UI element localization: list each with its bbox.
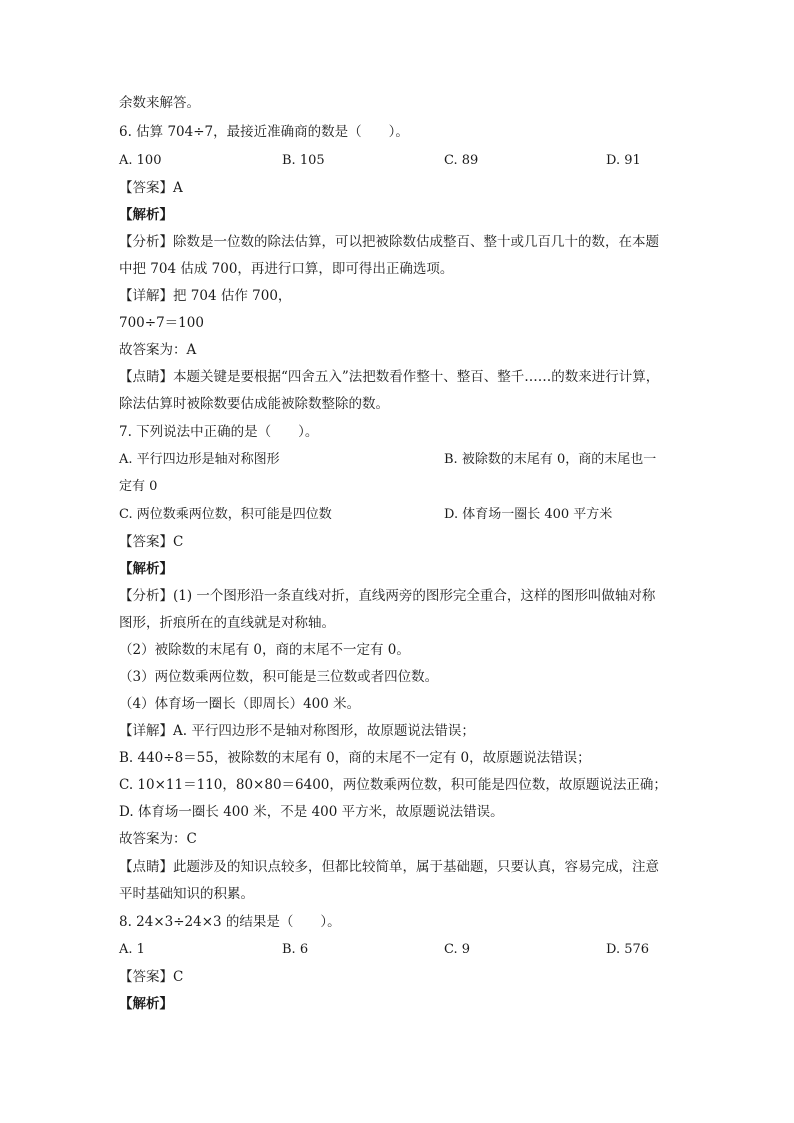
q7-analysis-line: 图形，折痕所在的直线就是对称轴。 (119, 615, 335, 631)
q7-analysis-heading: 【解析】 (119, 561, 173, 577)
q8-answer: 【答案】C (119, 969, 184, 985)
q7-option-c: C. 两位数乘两位数，积可能是四位数 (119, 507, 332, 522)
q6-option-c: C. 89 (444, 153, 479, 168)
q7-detail-line: 故答案为：C (119, 831, 197, 847)
q7-detail-line: B. 440÷8＝55，被除数的末尾有 0，商的末尾不一定有 0，故原题说法错误； (119, 750, 591, 766)
q7-detail-line: 【详解】A. 平行四边形不是轴对称图形，故原题说法错误； (119, 723, 475, 739)
q7-analysis-line: （3）两位数乘两位数，积可能是三位数或者四位数。 (119, 669, 439, 685)
q7-analysis-line: 【分析】(1) 一个图形沿一条直线对折，直线两旁的图形完全重合，这样的图形叫做轴对称 (119, 588, 656, 604)
q6-note-line: 【点睛】本题关键是要根据“四舍五入”法把数看作整十、整百、整千……的数来进行计算， (119, 369, 660, 385)
q6-note-line: 除法估算时被除数要估成能被除数整除的数。 (119, 396, 389, 412)
q6-detail-line: 700÷7＝100 (119, 315, 204, 331)
q6-detail-line: 【详解】把 704 估作 700， (119, 288, 292, 304)
q7-detail-line: C. 10×11＝110，80×80＝6400，两位数乘两位数，积可能是四位数，故原题说法正确； (119, 777, 667, 793)
q8-option-a: A. 1 (119, 942, 145, 957)
q6-detail-line: 故答案为：A (119, 342, 197, 358)
q7-option-b: B. 被除数的末尾有 0，商的末尾也一 (444, 452, 657, 467)
text-line: 余数来解答。 (119, 95, 200, 111)
question-7: 7. 下列说法中正确的是（ ）。 (119, 424, 319, 440)
question-8: 8. 24×3÷24×3 的结果是（ ）。 (119, 914, 341, 930)
q7-note-line: 【点睛】此题涉及的知识点较多，但都比较简单，属于基础题，只要认真，容易完成，注意 (119, 859, 659, 875)
q7-option-a: A. 平行四边形是轴对称图形 (119, 452, 280, 467)
q7-analysis-line: （4）体育场一圈长（即周长）400 米。 (119, 696, 361, 712)
q7-option-b-continued: 定有 0 (119, 479, 158, 494)
q7-option-d: D. 体育场一圈长 400 平方米 (444, 507, 613, 522)
q6-option-d: D. 91 (606, 153, 641, 168)
q7-note-line: 平时基础知识的积累。 (119, 886, 254, 902)
q8-option-c: C. 9 (444, 942, 471, 957)
q6-analysis-heading: 【解析】 (119, 207, 173, 223)
q6-option-a: A. 100 (119, 153, 162, 168)
q6-answer: 【答案】A (119, 180, 183, 196)
q8-option-b: B. 6 (282, 942, 309, 957)
q8-option-d: D. 576 (606, 942, 650, 957)
q7-detail-line: D. 体育场一圈长 400 米，不是 400 平方米，故原题说法错误。 (119, 804, 504, 820)
q6-analysis-line: 【分析】除数是一位数的除法估算，可以把被除数估成整百、整十或几百几十的数，在本题 (119, 234, 659, 250)
question-6: 6. 估算 704÷7，最接近准确商的数是（ ）。 (119, 124, 409, 140)
q6-analysis-line: 中把 704 估成 700，再进行口算，即可得出正确选项。 (119, 261, 454, 277)
q6-option-b: B. 105 (282, 153, 325, 168)
q7-analysis-line: （2）被除数的末尾有 0，商的末尾不一定有 0。 (119, 642, 410, 658)
q7-answer: 【答案】C (119, 534, 184, 550)
q8-analysis-heading: 【解析】 (119, 996, 173, 1012)
